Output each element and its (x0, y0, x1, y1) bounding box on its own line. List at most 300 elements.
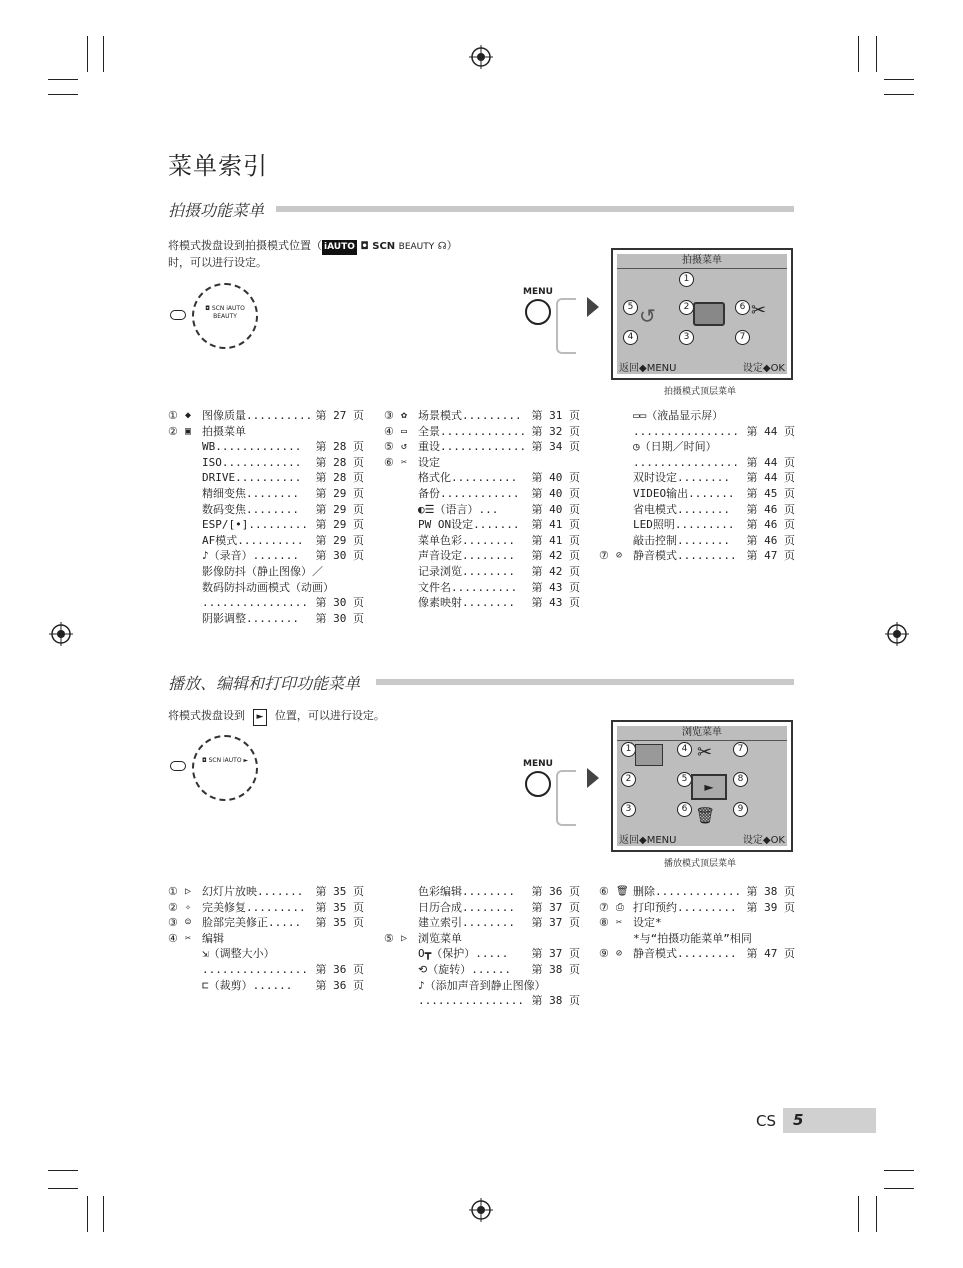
entry-page: 第 29 页 (315, 533, 364, 547)
index-entry (168, 978, 364, 994)
entry-page: 第 35 页 (315, 900, 364, 914)
entry-page: 第 46 页 (746, 533, 795, 547)
entry-page: 第 36 页 (315, 978, 364, 992)
entry-label: 脸部完美修正 (202, 916, 268, 930)
menu-slot-2-icon: 2 (679, 300, 694, 315)
index-entry (599, 931, 795, 947)
crop-mark (884, 1188, 914, 1189)
index-entry (384, 548, 580, 564)
menu-button-icon (522, 287, 554, 327)
shutter-button-icon (170, 761, 186, 771)
scn-mode-icon: SCN (372, 241, 396, 252)
shooting-menu-screen (611, 248, 793, 380)
entry-label: 拍摄菜单 (202, 424, 246, 438)
entry-number: ⑤ (384, 440, 394, 454)
entry-icon (185, 548, 202, 564)
index-entry (168, 470, 364, 486)
entry-icon: ☺ (185, 917, 192, 929)
entry-page: 第 45 页 (746, 486, 795, 500)
camera-buttons-icon (556, 298, 576, 354)
menu-slot-6-icon: 6 (677, 802, 692, 817)
entry-label: PW ON设定 (418, 518, 474, 532)
index-entry (599, 470, 795, 486)
entry-page: 第 36 页 (531, 885, 580, 898)
index-entry (599, 946, 795, 962)
entry-dots: ....... (688, 486, 735, 500)
index-entry (168, 900, 364, 916)
entry-dots: ........ (677, 471, 730, 485)
entry-dots: .......... (237, 533, 304, 547)
entry-number (168, 595, 185, 611)
index-entry (384, 408, 580, 424)
index-entry (599, 424, 795, 440)
entry-page: 第 41 页 (531, 533, 580, 547)
entry-number (384, 564, 401, 580)
crop-mark (87, 1196, 88, 1232)
entry-number (168, 564, 185, 580)
entry-page: 第 28 页 (315, 455, 364, 469)
movie-mode-icon: ☊ (437, 241, 447, 252)
index-entry (168, 486, 364, 502)
menu-slot-3-icon: 3 (679, 330, 694, 345)
entry-page: 第 41 页 (531, 518, 580, 532)
entry-label: *与“拍摄功能菜单”相同 (633, 931, 752, 945)
entry-icon (401, 595, 418, 611)
entry-page: 第 29 页 (315, 486, 364, 500)
entry-label: 影像防抖（静止图像）／ (202, 564, 323, 578)
entry-dots: ........ (462, 564, 515, 578)
entry-icon (185, 439, 202, 455)
screen-set-label: 设定◆OK (742, 835, 785, 846)
playback-icon: ► (691, 774, 727, 800)
entry-page: 第 40 页 (531, 471, 580, 485)
menu-slot-7-icon: 7 (733, 742, 748, 757)
entry-dots: ............. (655, 885, 742, 898)
entry-icon (185, 564, 202, 580)
menu-slot-7-icon: 7 (735, 330, 750, 345)
crop-mark (48, 1170, 78, 1171)
entry-icon (401, 517, 418, 533)
entry-dots: .......... (451, 580, 518, 594)
entry-dots: ......... (248, 518, 308, 532)
entry-number (599, 455, 616, 471)
entry-icon (616, 486, 633, 502)
entry-page: 第 38 页 (531, 962, 580, 976)
entry-label: 色彩编辑 (418, 885, 462, 898)
index-entry (168, 884, 364, 900)
registration-mark-icon (885, 622, 909, 646)
index-entry (384, 502, 580, 518)
entry-dots: .......... (235, 471, 302, 485)
entry-label: 阴影调整 (202, 611, 246, 625)
entry-icon (401, 978, 418, 994)
entry-number (599, 517, 616, 533)
entry-page: 第 44 页 (746, 455, 795, 469)
entry-icon (401, 915, 418, 931)
index-column (384, 408, 580, 611)
index-entry (599, 439, 795, 455)
entry-page: 第 47 页 (746, 947, 795, 961)
entry-dots: ........ (677, 502, 730, 516)
crop-mark (884, 1170, 914, 1171)
scissors-icon: ✂ (697, 742, 713, 763)
entry-icon (401, 580, 418, 596)
entry-icon: ✂ (616, 917, 623, 929)
menu-slot-3-icon: 3 (621, 802, 636, 817)
entry-icon (401, 548, 418, 564)
entry-dots: ..... (268, 916, 302, 930)
index-entry (168, 533, 364, 549)
entry-icon: ▷ (401, 932, 408, 944)
menu-button-circle-icon (525, 299, 551, 325)
entry-number (168, 455, 185, 471)
index-entry (168, 946, 364, 962)
entry-icon (185, 486, 202, 502)
entry-icon (401, 993, 418, 1009)
entry-dots: ........ (462, 900, 515, 914)
entry-icon: ▷ (185, 886, 192, 897)
entry-icon (185, 962, 202, 978)
intro-text: ） (446, 239, 458, 252)
entry-number (599, 533, 616, 549)
index-entry (599, 486, 795, 502)
entry-number: ⑥ (384, 455, 394, 469)
entry-icon (401, 946, 418, 962)
entry-dots: ................ (418, 994, 524, 1008)
entry-label: 编辑 (202, 931, 224, 945)
registration-mark-icon (49, 622, 73, 646)
index-entry (384, 595, 580, 611)
index-entry (168, 408, 364, 424)
playback-menu-screen (611, 720, 793, 852)
index-entry (384, 946, 580, 962)
index-entry (168, 580, 364, 596)
entry-icon: ⊘ (616, 550, 623, 562)
entry-icon (401, 900, 418, 916)
entry-icon (401, 486, 418, 502)
entry-icon (616, 408, 633, 424)
index-entry (599, 502, 795, 518)
arrow-right-icon (587, 768, 599, 788)
entry-icon: ◆ (185, 410, 192, 421)
index-entry (599, 900, 795, 916)
entry-number: ① (168, 885, 178, 898)
section-rule (276, 206, 794, 212)
entry-dots: ......... (246, 900, 306, 914)
entry-number (384, 978, 401, 994)
entry-label: 幻灯片放映 (202, 885, 257, 898)
entry-page: 第 43 页 (531, 580, 580, 594)
entry-label: 双时设定 (633, 471, 677, 485)
entry-icon: ✂ (185, 932, 192, 944)
entry-label: 省电模式 (633, 502, 677, 516)
entry-page: 第 34 页 (531, 440, 580, 454)
index-entry (599, 408, 795, 424)
entry-page: 第 37 页 (531, 900, 580, 914)
entry-number (168, 611, 185, 627)
entry-number (384, 580, 401, 596)
index-entry (168, 517, 364, 533)
entry-icon (401, 564, 418, 580)
entry-icon (185, 580, 202, 596)
index-entry (168, 439, 364, 455)
entry-icon: ✧ (185, 901, 192, 913)
entry-label: ◐☰（语言） (418, 502, 479, 516)
menu-button-circle-icon (525, 771, 551, 797)
entry-label: 删除 (633, 885, 655, 898)
entry-label: 敲击控制 (633, 533, 677, 547)
entry-number (599, 470, 616, 486)
index-entry (384, 533, 580, 549)
index-entry (384, 517, 580, 533)
entry-icon (616, 455, 633, 471)
trash-icon: 🗑 (695, 806, 716, 825)
entry-dots: ........ (462, 549, 515, 563)
index-entry (384, 884, 580, 900)
entry-label: 打印预约 (633, 900, 677, 914)
index-column (599, 884, 795, 962)
reset-icon: ↺ (639, 304, 656, 328)
entry-number: ⑦ (599, 900, 609, 914)
camera-buttons-icon (556, 770, 576, 826)
entry-page: 第 44 页 (746, 424, 795, 438)
entry-icon (616, 424, 633, 440)
entry-dots: ...... (252, 978, 293, 992)
entry-number (168, 548, 185, 564)
entry-icon (185, 455, 202, 471)
entry-icon (185, 533, 202, 549)
entry-icon: 🗑 (616, 886, 629, 897)
index-entry (168, 962, 364, 978)
language-code: CS (756, 1112, 776, 1130)
screen-inner (617, 726, 787, 846)
entry-dots: ......... (462, 409, 522, 422)
screen-caption: 播放模式顶层菜单 (663, 859, 736, 869)
entry-page: 第 30 页 (315, 611, 364, 625)
entry-label: ESP/[•] (202, 518, 249, 532)
camera-icon (693, 302, 725, 326)
entry-number (168, 946, 185, 962)
entry-icon (185, 946, 202, 962)
entry-page: 第 35 页 (315, 916, 364, 930)
entry-label: 场景模式 (418, 409, 462, 422)
screen-title: 浏览菜单 (617, 726, 787, 741)
entry-number (384, 548, 401, 564)
entry-label: ⊏（裁剪） (202, 978, 253, 992)
mode-dial-icon (192, 735, 258, 801)
entry-label: 备份 (418, 486, 440, 500)
section-rule (376, 679, 794, 685)
menu-slot-8-icon: 8 (733, 772, 748, 787)
index-entry (599, 915, 795, 931)
entry-icon: ▣ (185, 425, 192, 437)
shutter-button-icon (170, 310, 186, 320)
entry-dots: ............. (215, 440, 302, 454)
entry-page: 第 43 页 (531, 596, 580, 610)
index-column (168, 884, 364, 993)
crop-mark (858, 1196, 859, 1232)
index-entry (384, 470, 580, 486)
entry-label: 数码变焦 (202, 502, 246, 516)
index-entry (599, 884, 795, 900)
menu-slot-5-icon: 5 (623, 300, 638, 315)
entry-page: 第 29 页 (315, 502, 364, 516)
entry-label: 静音模式 (633, 947, 677, 961)
entry-icon (616, 517, 633, 533)
entry-label: 文件名 (418, 580, 451, 594)
entry-dots: ............ (440, 486, 520, 500)
entry-number (384, 517, 401, 533)
section-intro (168, 238, 588, 270)
crop-mark (48, 79, 78, 80)
entry-number: ⑧ (599, 916, 609, 930)
index-entry (168, 548, 364, 564)
crop-mark (48, 94, 78, 95)
entry-page: 第 40 页 (531, 502, 580, 516)
entry-number: ② (168, 900, 178, 914)
entry-label: ◷（日期／时间） (633, 440, 717, 454)
entry-label: 菜单色彩 (418, 533, 462, 547)
entry-number (168, 502, 185, 518)
entry-label: 浏览菜单 (418, 931, 462, 945)
intro-text: 位置，可以进行设定。 (274, 709, 385, 722)
entry-number: ⑨ (599, 947, 609, 961)
entry-dots: ....... (252, 549, 299, 563)
index-entry (168, 455, 364, 471)
entry-number (599, 486, 616, 502)
index-entry (384, 931, 580, 947)
entry-page: 第 38 页 (746, 885, 795, 898)
entry-number (168, 978, 185, 994)
index-entry (168, 424, 364, 440)
registration-mark-icon (469, 45, 493, 69)
entry-number: ① (168, 409, 178, 422)
entry-page: 第 47 页 (746, 549, 795, 563)
entry-label: 格式化 (418, 471, 451, 485)
entry-number (168, 486, 185, 502)
menu-slot-6-icon: 6 (735, 300, 750, 315)
entry-number (384, 470, 401, 486)
index-entry (384, 580, 580, 596)
section-intro (168, 708, 588, 726)
entry-number (168, 439, 185, 455)
entry-number (168, 470, 185, 486)
entry-dots: ..... (475, 947, 509, 961)
entry-number (384, 486, 401, 502)
wrench-icon: ✂ (751, 300, 767, 321)
entry-label: ♪（录音） (202, 549, 253, 563)
entry-dots: ........ (462, 533, 515, 547)
screen-caption: 拍摄模式顶层菜单 (663, 387, 736, 397)
index-entry (599, 548, 795, 564)
entry-number (168, 517, 185, 533)
index-entry (168, 564, 364, 580)
entry-icon (616, 439, 633, 455)
index-entry (384, 915, 580, 931)
entry-label: O┳（保护） (418, 947, 476, 961)
entry-number (384, 502, 401, 518)
entry-dots: ........ (246, 486, 299, 500)
entry-dots: ............ (221, 455, 302, 469)
entry-number (599, 931, 616, 947)
index-entry (384, 993, 580, 1009)
index-entry (168, 611, 364, 627)
menu-slot-4-icon: 4 (623, 330, 638, 345)
index-entry (168, 502, 364, 518)
entry-dots: ................ (202, 962, 308, 976)
entry-dots: ........ (462, 885, 515, 898)
entry-icon: ↺ (401, 441, 408, 453)
entry-icon (185, 595, 202, 611)
entry-label: 图像质量 (202, 409, 246, 422)
entry-label: 静音模式 (633, 549, 677, 563)
entry-label: 完美修复 (202, 900, 246, 914)
entry-number: ⑥ (599, 885, 609, 898)
index-entry (384, 455, 580, 471)
entry-number (384, 900, 401, 916)
entry-icon (185, 978, 202, 994)
entry-label: ♪（添加声音到静止图像） (418, 978, 546, 992)
entry-icon (401, 962, 418, 978)
entry-label: 重设 (418, 440, 440, 454)
crop-mark (87, 36, 88, 72)
menu-label: MENU (523, 287, 553, 297)
entry-page: 第 32 页 (531, 424, 580, 438)
entry-dots: ......... (677, 900, 737, 914)
entry-dots: ....... (473, 518, 520, 532)
entry-page: 第 39 页 (746, 900, 795, 914)
entry-number (384, 533, 401, 549)
entry-dots: ............. (440, 424, 527, 438)
index-entry (384, 564, 580, 580)
entry-icon (616, 931, 633, 947)
dial-marks: ◘ SCN iAUTO ► (201, 757, 249, 764)
entry-label: 设定 (418, 455, 440, 469)
entry-page: 第 37 页 (531, 916, 580, 930)
entry-number (384, 962, 401, 978)
entry-page: 第 28 页 (315, 440, 364, 454)
index-entry (384, 978, 580, 994)
entry-icon (616, 533, 633, 549)
entry-dots: ......... (677, 947, 737, 961)
registration-mark-icon (469, 1198, 493, 1222)
arrow-right-icon (587, 297, 599, 317)
entry-number: ⑤ (384, 931, 394, 945)
entry-page: 第 29 页 (315, 518, 364, 532)
intro-text: 时，可以进行设定。 (168, 256, 267, 269)
index-entry (384, 439, 580, 455)
entry-dots: ........ (246, 611, 299, 625)
entry-page: 第 42 页 (531, 564, 580, 578)
entry-dots: ................ (633, 455, 739, 469)
menu-slot-9-icon: 9 (733, 802, 748, 817)
entry-icon (185, 611, 202, 627)
entry-icon (185, 517, 202, 533)
crop-mark (103, 36, 104, 72)
entry-page: 第 46 页 (746, 502, 795, 516)
section-title-playback: 播放、编辑和打印功能菜单 (168, 674, 361, 693)
entry-label: 精细变焦 (202, 486, 246, 500)
index-entry (168, 595, 364, 611)
entry-number (168, 533, 185, 549)
entry-page: 第 46 页 (746, 518, 795, 532)
screen-back-label: 返回◆MENU (619, 363, 677, 374)
entry-label: 建立索引 (418, 916, 462, 930)
entry-number: ④ (384, 424, 394, 438)
entry-dots: ......... (677, 549, 737, 563)
entry-number (599, 502, 616, 518)
index-entry (168, 915, 364, 931)
